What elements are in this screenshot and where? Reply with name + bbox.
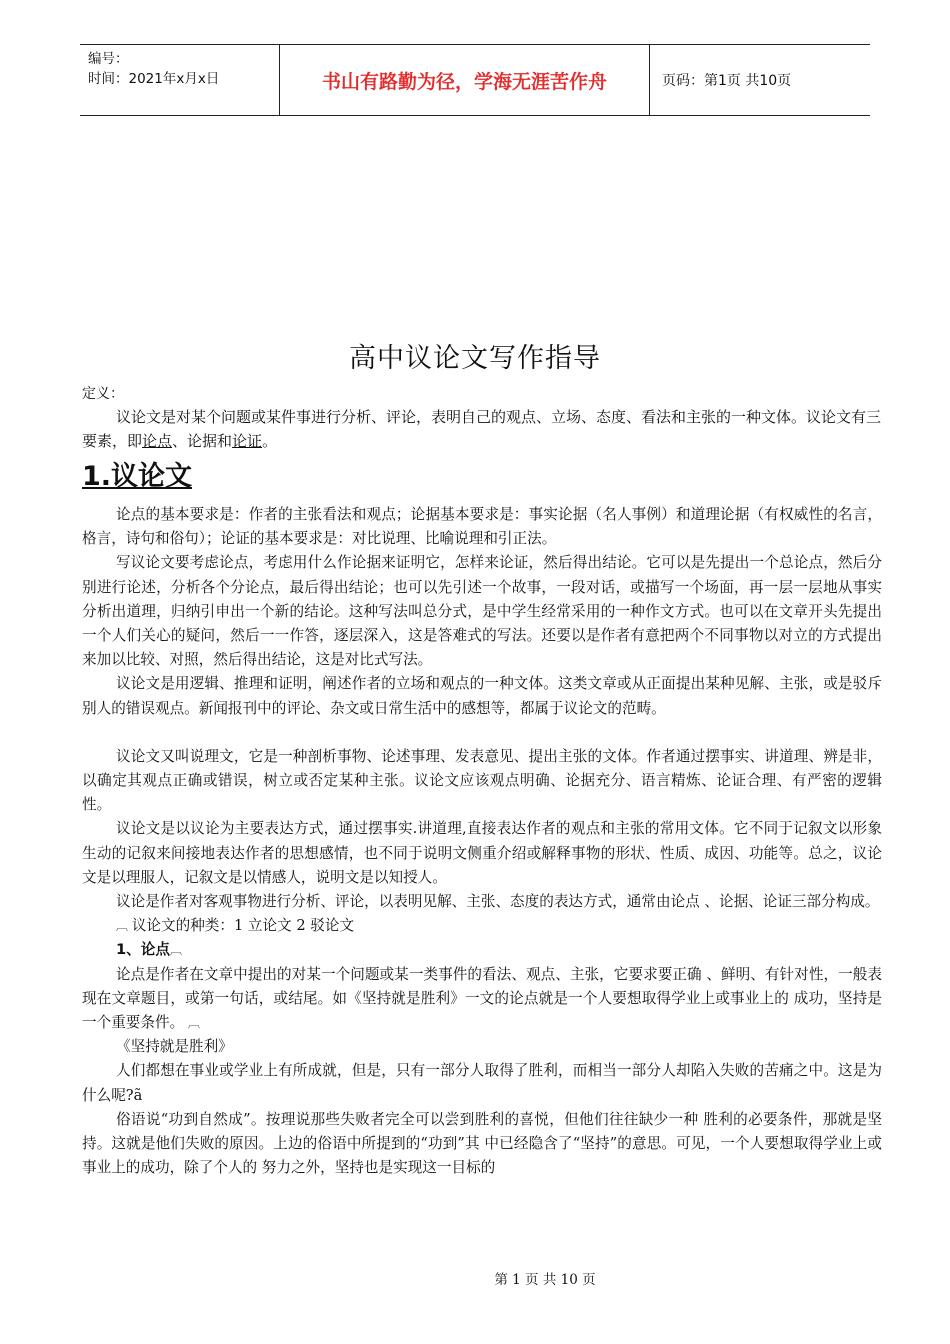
document-body	[82, 383, 882, 1180]
definition-sep: 、论据和	[172, 432, 233, 450]
definition-label: 定义：	[82, 386, 124, 402]
page-footer: 第 1 页 共 10 页	[494, 1272, 596, 1288]
term-demonstration: 论证	[232, 432, 263, 450]
subheading-text: 1、论点	[116, 941, 170, 959]
subheading	[82, 938, 882, 962]
header-motto: 书山有路勤为径，学海无涯苦作舟	[280, 45, 650, 115]
number-label: 编号：	[88, 51, 129, 67]
section-heading: 1.议论文	[82, 461, 193, 492]
quote-title: 《坚持就是胜利》	[116, 1038, 233, 1056]
header-page-info: 页码：第1页 共10页	[662, 73, 792, 89]
paragraph: 论点的基本要求是：作者的主张看法和观点；论据基本要求是：事实论据（名人事例）和道理论据（有权威性的名言，格言，诗句和俗句）；论证的基本要求是：对比说理、比喻说理和引正法。	[82, 506, 882, 548]
paragraph: 议论文又叫说理文，它是一种剖析事物、论述事理、发表意见、提出主张的文体。作者通过摆事实、讲道理、辨是非，以确定其观点正确或错误，树立或否定某种主张。议论文应该观点明确、论据充分、语言精炼、论证合理、有严密的逻辑性。	[82, 747, 882, 814]
return-mark-icon: ︹	[184, 1016, 200, 1031]
term-argument: 论点	[142, 432, 173, 450]
paragraph: 议论文是用逻辑、推理和证明，阐述作者的立场和观点的一种文体。这类文章或从正面提出某种见解、主张，或是驳斥别人的错误观点。新闻报刊中的评论、杂文或日常生活中的感想等，都属于议论文的范畴。	[82, 675, 882, 717]
return-mark-icon: ︹	[169, 943, 182, 958]
paragraph: 议论文是以议论为主要表达方式，通过摆事实.讲道理,直接表达作者的观点和主张的常用文体。它不同于记叙文以形象生动的记叙来间接地表达作者的思想感情，也不同于说明文侧重介绍或解释事物的形状、性质、成因、功能等。总之，议论文是以理服人，记叙文是以情感人，说明文是以知授人。	[82, 820, 882, 886]
return-mark-icon: ︹	[116, 919, 132, 934]
definition-paragraph	[82, 405, 882, 453]
definition-text: 议论文是对某个问题或某件事进行分析、评论，表明自己的观点、立场、态度、看法和主张的一种文体。议论文有三要素，即	[82, 408, 882, 450]
paragraph: 议论是作者对客观事物进行分析、评论，以表明见解、主张、态度的表达方式，通常由论点 、论据、论证三部分构成。	[116, 893, 880, 911]
paragraph: 写议论文要考虑论点，考虑用什么作论据来证明它，怎样来论证，然后得出结论。它可以是先提出一个总论点，然后分别进行论述，分析各个分论点，最后得出结论；也可以先引述一个故事，一段对话，或描写一个场面，再一层一层地从事实分析出道理，归纳引申出一个新的结论。这种写法叫总分式，是中学生经常采用的一种作文方式。也可以在文章开头先提出一个人们关心的疑问，然后一一作答，逐层深入，这是答难式的写法。还要以是作者有意把两个不同事物以对立的方式提出来加以比较、对照，然后得出结论，这是对比式写法。	[82, 554, 882, 669]
page-title: 高中议论文写作指导	[349, 343, 601, 374]
header-meta	[80, 45, 280, 115]
paragraph: 俗语说“功到自然成”。按理说那些失败者完全可以尝到胜利的喜悦，但他们往往缺少一种 胜利的必要条件，那就是坚持。这就是他们失败的原因。上边的俗语中所提到的“功到”其 中已经隐含了“坚持”的意思。可见，一个人要想取得学业上或事业上的成功，除了个人的 努力之外，坚持也是实现这一目标的	[82, 1110, 882, 1177]
paragraph: 人们都想在事业或学业上有所成就，但是，只有一部分人取得了胜利，而相当一部分人却陷入失败的苦痛之中。这是为什么呢?ã	[82, 1062, 882, 1104]
definition-end: 。	[262, 432, 278, 450]
paragraph	[82, 963, 882, 1036]
document-header	[80, 44, 870, 116]
point-text: 论点是作者在文章中提出的对某一个问题或某一类事件的看法、观点、主张，它要求要正确 、鲜明、有针对性，一般表现在文章题目，或第一句话，或结尾。如《坚持就是胜利》一文的论点就是一个人要想取得学业上或事业上的 成功，坚持是一个重要条件。	[82, 965, 882, 1032]
types-text: 议论文的种类：1 立论文 2 驳论文	[131, 917, 355, 935]
types-line	[82, 914, 882, 938]
time-label: 时间：2021年x月x日	[88, 71, 220, 87]
